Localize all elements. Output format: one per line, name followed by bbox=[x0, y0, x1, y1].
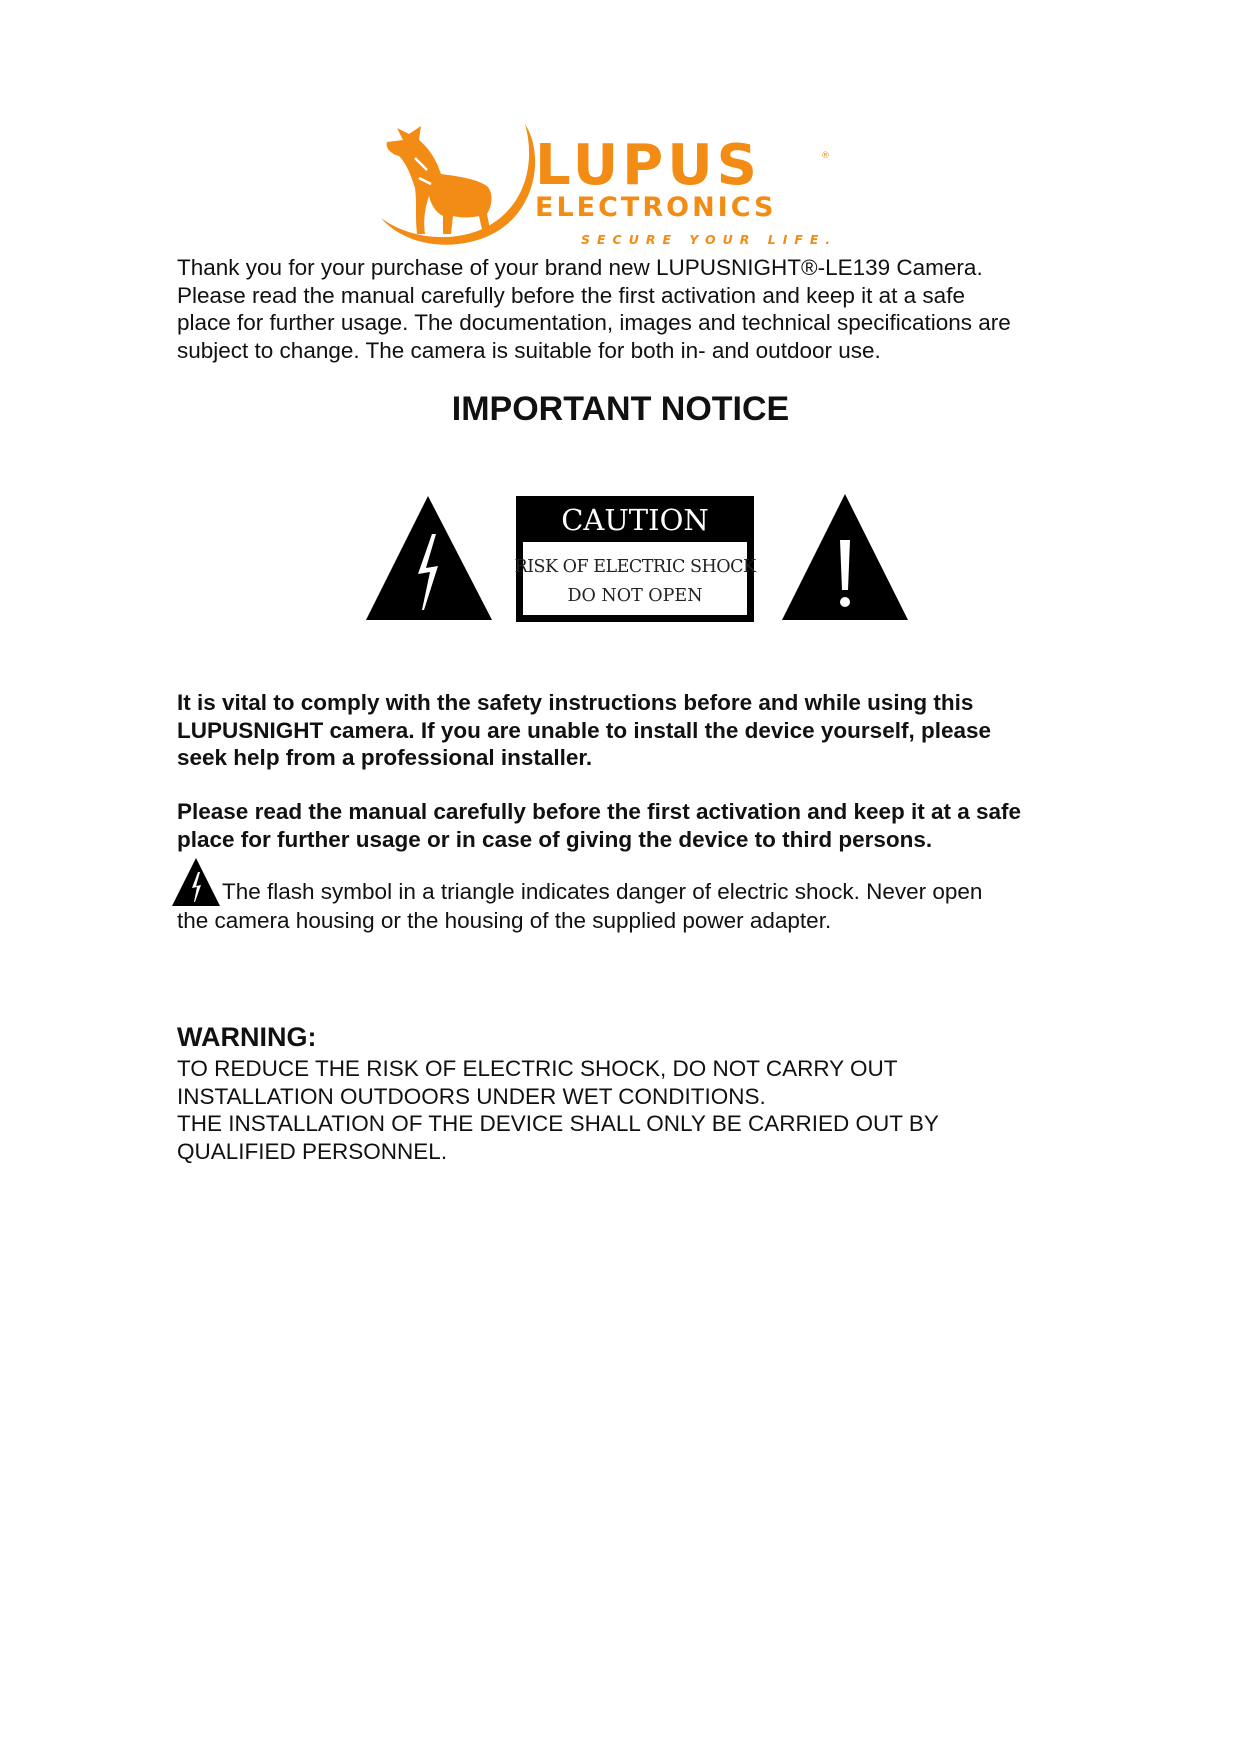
flash-symbol-paragraph bbox=[172, 858, 1092, 935]
brand-tagline: SECURE YOUR LIFE. bbox=[581, 232, 838, 247]
intro-line: place for further usage. The documentation, images and technical specifications are bbox=[177, 310, 1011, 335]
safety-line: seek help from a professional installer. bbox=[177, 745, 593, 770]
brand-name: LUPUS bbox=[535, 133, 762, 198]
warning-text bbox=[177, 1055, 1097, 1165]
caution-line-2: DO NOT OPEN bbox=[567, 586, 703, 606]
intro-paragraph bbox=[177, 254, 1077, 364]
warning-symbols bbox=[366, 494, 916, 630]
manual-line: Please read the manual carefully before the first activation and keep it at a safe bbox=[177, 799, 1022, 824]
safety-line: It is vital to comply with the safety instructions before and while using this bbox=[177, 690, 974, 715]
caution-title: CAUTION bbox=[561, 503, 709, 537]
wolf-logo-icon bbox=[375, 118, 865, 254]
manual-line: place for further usage or in case of giving the device to third persons. bbox=[177, 826, 933, 852]
warning-line: QUALIFIED PERSONNEL. bbox=[177, 1138, 448, 1164]
flash-line-2: the camera housing or the housing of the supplied power adapter. bbox=[177, 908, 832, 933]
safety-line: LUPUSNIGHT camera. If you are unable to install the device yourself, please bbox=[177, 717, 991, 743]
warning-line: TO REDUCE THE RISK OF ELECTRIC SHOCK, DO NOT CARRY OUT bbox=[177, 1056, 898, 1081]
intro-line: Thank you for your purchase of your brand new LUPUSNIGHT®-LE139 Camera. bbox=[177, 255, 983, 280]
warning-line: INSTALLATION OUTDOORS UNDER WET CONDITIONS. bbox=[177, 1083, 766, 1109]
exclamation-triangle-icon bbox=[782, 494, 908, 620]
intro-line: Please read the manual carefully before the first activation and keep it at a safe bbox=[177, 282, 965, 308]
manual-paragraph bbox=[177, 798, 1097, 853]
flash-line-1: The flash symbol in a triangle indicates danger of electric shock. Never open bbox=[222, 879, 983, 904]
warning-title: WARNING: bbox=[177, 1022, 317, 1052]
intro-line: subject to change. The camera is suitable for both in- and outdoor use. bbox=[177, 337, 881, 363]
registered-mark: ® bbox=[821, 151, 830, 161]
warning-line: THE INSTALLATION OF THE DEVICE SHALL ONLY BE CARRIED OUT BY bbox=[177, 1111, 939, 1136]
important-notice-heading: IMPORTANT NOTICE bbox=[451, 390, 790, 428]
lupus-electronics-logo bbox=[375, 118, 865, 254]
electric-shock-triangle-icon bbox=[366, 496, 492, 620]
electric-shock-small-icon bbox=[172, 858, 220, 906]
safety-paragraph bbox=[177, 689, 1097, 772]
brand-sub: ELECTRONICS bbox=[535, 192, 777, 223]
caution-line-1: RISK OF ELECTRIC SHOCK bbox=[514, 557, 756, 577]
caution-label bbox=[514, 496, 757, 622]
